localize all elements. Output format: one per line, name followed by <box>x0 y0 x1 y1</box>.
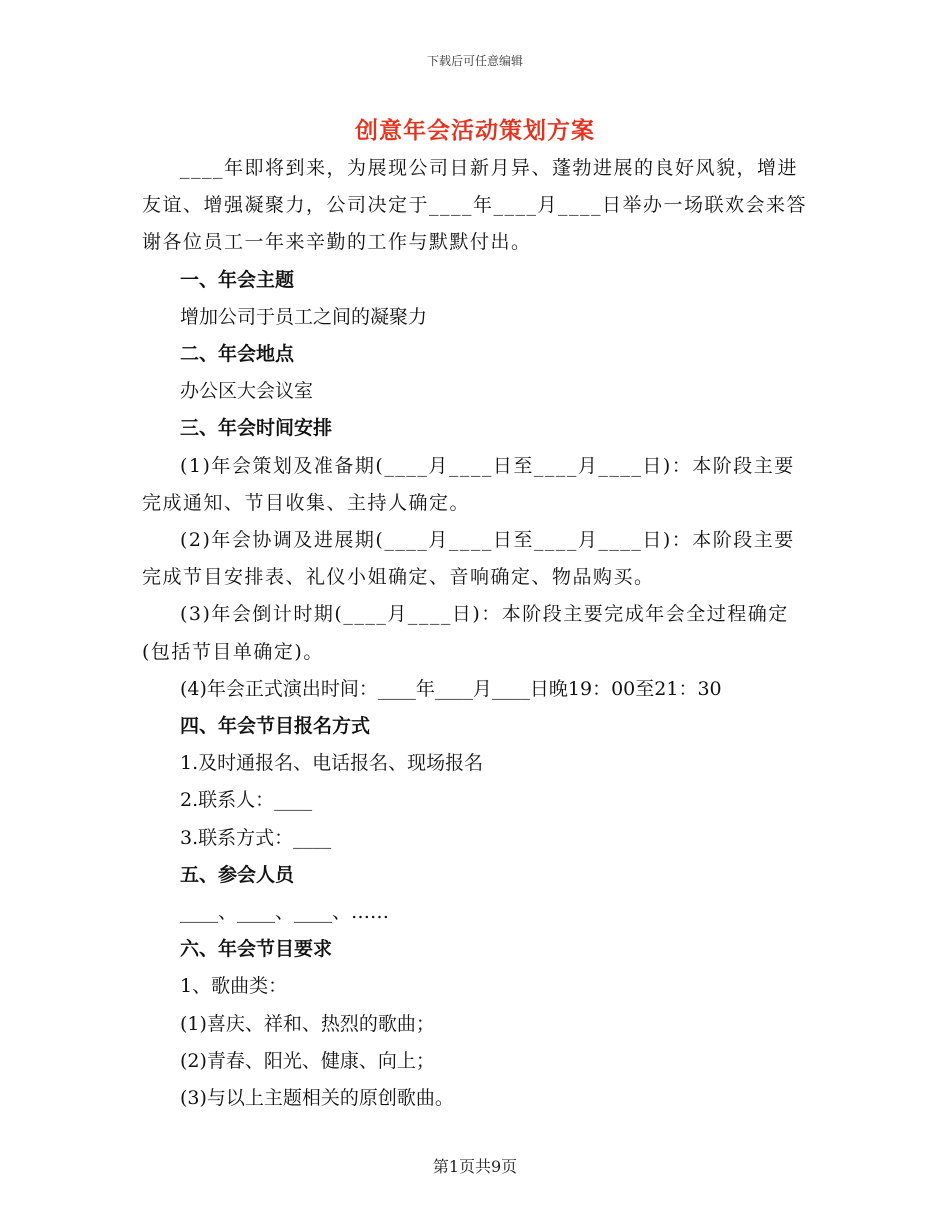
schedule-item-3: (3)年会倒计时期(____月____日)：本阶段主要完成年会全过程确定(包括节目单确定)。 <box>142 603 789 663</box>
signup-item-1: 1.及时通报名、电话报名、现场报名 <box>180 752 484 775</box>
section-text-theme: 增加公司于员工之间的凝聚力 <box>180 305 428 328</box>
requirement-item-4: (3)与以上主题相关的原创歌曲。 <box>180 1087 454 1110</box>
section-text-venue: 办公区大会议室 <box>180 380 314 403</box>
page-title: 创意年会活动策划方案 <box>355 117 595 144</box>
schedule-item-2: (2)年会协调及进展期(____月____日至____月____日)：本阶段主要完成节目安排表、礼仪小姐确定、音响确定、物品购买。 <box>142 529 795 589</box>
requirement-item-2: (1)喜庆、祥和、热烈的歌曲； <box>180 1012 435 1035</box>
header-note: 下载后可任意编辑 <box>426 54 523 68</box>
section-heading-requirements: 六、年会节目要求 <box>180 938 333 961</box>
section-heading-attendees: 五、参会人员 <box>180 863 295 886</box>
requirement-item-3: (2)青春、阳光、健康、向上； <box>180 1049 435 1072</box>
document-body <box>142 150 810 1117</box>
page-number-footer: 第1页共9页 <box>432 1157 518 1176</box>
section-text-attendees: ____、____、____、…… <box>180 901 390 924</box>
section-heading-theme: 一、年会主题 <box>180 268 295 291</box>
section-heading-signup: 四、年会节目报名方式 <box>180 715 371 738</box>
signup-item-2: 2.联系人：____ <box>180 789 313 812</box>
section-heading-schedule: 三、年会时间安排 <box>180 417 333 440</box>
schedule-item-1: (1)年会策划及准备期(____月____日至____月____日)：本阶段主要完成通知、节目收集、主持人确定。 <box>142 454 795 514</box>
signup-item-3: 3.联系方式：____ <box>180 826 332 849</box>
requirement-item-1: 1、歌曲类： <box>180 975 288 998</box>
intro-paragraph: ____年即将到来，为展现公司日新月异、蓬勃进展的良好风貌，增进友谊、增强凝聚力，公司决定于____年____月____日举办一场联欢会来答谢各位员工一年来辛勤的工作与默默付出。 <box>142 157 808 254</box>
schedule-item-4: (4)年会正式演出时间：____年____月____日晚19：00至21：30 <box>180 677 722 700</box>
section-heading-venue: 二、年会地点 <box>180 343 295 366</box>
